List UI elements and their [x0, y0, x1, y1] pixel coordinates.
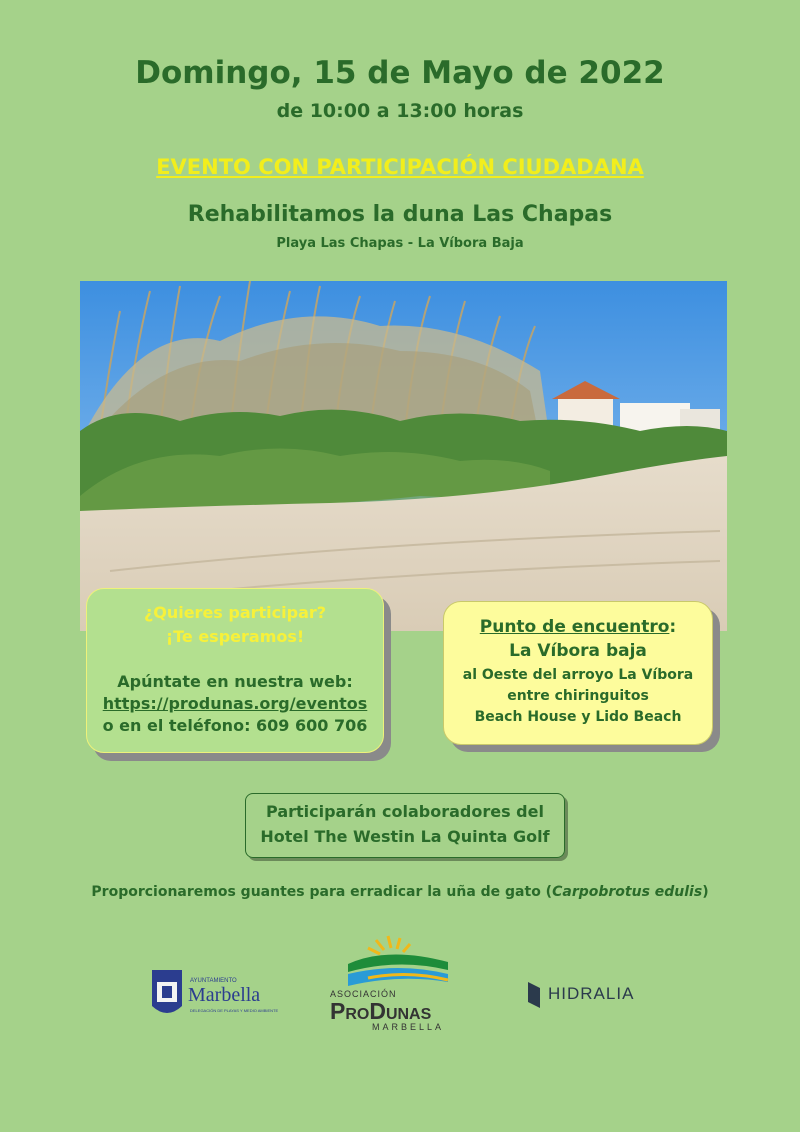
- marbella-logo: [150, 962, 290, 1022]
- meeting-heading: Punto de encuentro: [479, 617, 670, 637]
- signup-phone: o en el teléfono: 609 600 706: [102, 716, 368, 735]
- collaborators-line-2: Hotel The Westin La Quinta Golf: [260, 827, 550, 846]
- participate-box: [86, 588, 384, 753]
- event-date: Domingo, 15 de Mayo de 2022: [135, 55, 665, 91]
- event-type-text: EVENTO CON PARTICIPACIÓN CIUDADANA: [156, 155, 644, 179]
- collaborators-line-1: Participarán colaboradores del: [266, 802, 544, 821]
- produnas-logo-top: ASOCIACIÓN: [330, 989, 397, 999]
- hidralia-logo-text: HIDRALIA: [548, 984, 635, 1003]
- event-location: Playa Las Chapas - La Víbora Baja: [276, 236, 524, 251]
- produnas-logo-text: ProDunas: [330, 998, 432, 1024]
- participate-question: ¿Quieres participar?: [143, 603, 327, 622]
- marbella-logo-sub: DELEGACIÓN DE PLAYAS Y MEDIO AMBIENTE: [190, 1008, 279, 1013]
- produnas-logo-sub: MARBELLA: [372, 1022, 445, 1032]
- produnas-logo: [328, 934, 468, 1032]
- meeting-heading-colon: :: [669, 617, 677, 637]
- event-type: [0, 155, 800, 179]
- meeting-line-3: Beach House y Lido Beach: [474, 709, 682, 725]
- gloves-text: Proporcionaremos guantes para erradicar la uña de gato (: [91, 884, 553, 900]
- event-hours: de 10:00 a 13:00 horas: [276, 100, 524, 122]
- marbella-logo-top: AYUNTAMIENTO: [190, 978, 237, 984]
- meeting-point-box: [443, 601, 713, 745]
- meeting-line-1: al Oeste del arroyo La Víbora: [462, 667, 694, 683]
- meeting-line-2: entre chiringuitos: [507, 688, 649, 704]
- participate-welcome: ¡Te esperamos!: [165, 627, 305, 646]
- collaborators-box: [245, 793, 565, 858]
- gloves-close: ): [702, 884, 709, 900]
- hidralia-logo: [526, 978, 646, 1010]
- signup-label: Apúntate en nuestra web:: [117, 672, 353, 691]
- event-title: Rehabilitamos la duna Las Chapas: [187, 202, 613, 227]
- signup-link[interactable]: https://produnas.org/eventos: [102, 694, 368, 713]
- meeting-place: La Víbora baja: [509, 641, 647, 661]
- gloves-note: [0, 884, 800, 900]
- dune-photo: [80, 281, 727, 631]
- marbella-logo-text: Marbella: [188, 984, 261, 1006]
- gloves-species: Carpobrotus edulis: [552, 884, 703, 900]
